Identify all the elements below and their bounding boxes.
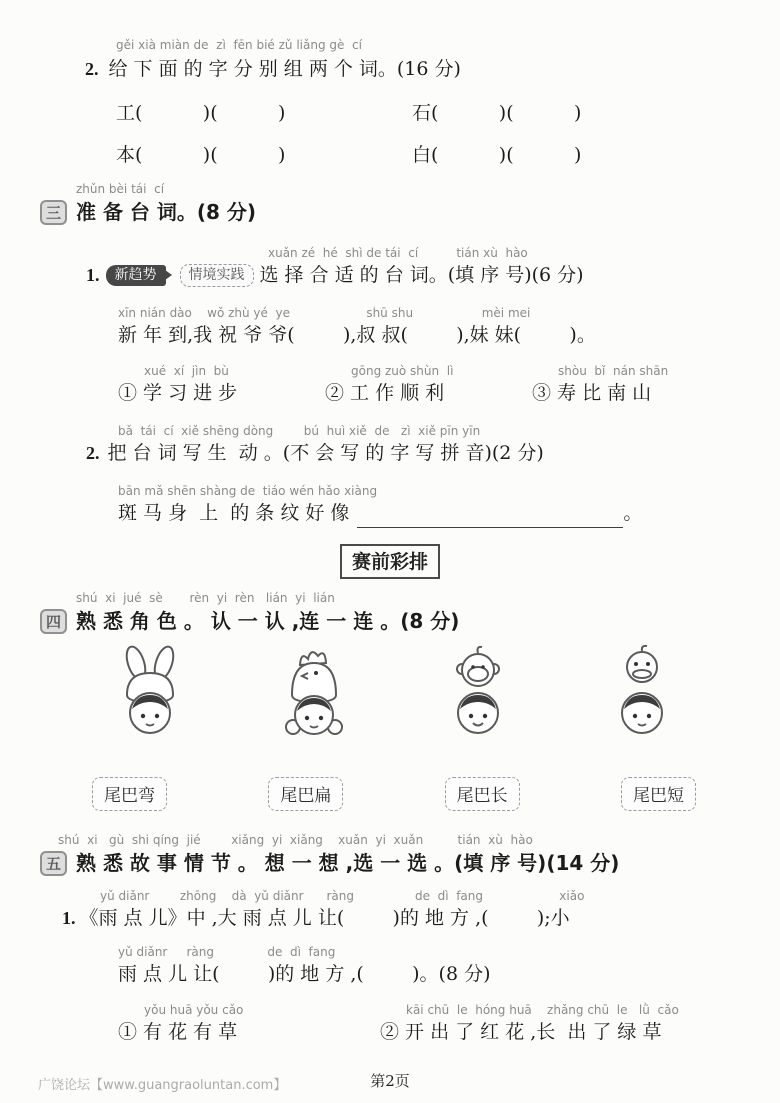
option3-text: ③ 寿 比 南 山 xyxy=(532,382,652,404)
section4-title: 熟 悉 角 色 。 认 一 认 ,连 一 连 。(8 分) xyxy=(76,609,460,633)
answer-underline xyxy=(357,502,623,528)
s3-options xyxy=(118,364,780,408)
section5-title: 熟 悉 故 事 情 节 。 想 一 想 ,选 一 选 。(填 序 号)(14 分) xyxy=(76,851,620,875)
new-trend-badge: 新趋势 xyxy=(106,265,166,286)
word-blank-gong: 工( )( ) xyxy=(116,102,286,124)
s5-item1-number: 1. xyxy=(62,908,76,928)
s3-sentence-with-blanks: 新 年 到,我 祝 爷 爷( ),叔 叔( ),妹 妹( )。 xyxy=(118,324,596,346)
option1-pinyin: xué xí jìn bù xyxy=(144,364,229,378)
label-tail-short: 尾巴短 xyxy=(621,777,696,811)
s5-option1-text: ① 有 花 有 草 xyxy=(118,1021,238,1043)
monkey-hat-child-image xyxy=(432,643,524,745)
s3-item1-pinyin: xuǎn zé hé shì de tái cí tián xù hào xyxy=(268,246,528,260)
word-blank-grid xyxy=(116,98,780,170)
section3-marker: 三 xyxy=(40,200,67,225)
section3-title: 准 备 台 词。(8 分) xyxy=(76,200,257,224)
q2-pinyin: gěi xià miàn de zì fēn bié zǔ liǎng gè cí xyxy=(116,38,362,52)
s5-option2-pinyin: kāi chū le hóng huā zhǎng chū le lǜ cǎo xyxy=(406,1003,679,1017)
s3-item2-text: 把 台 词 写 生 动 。(不 会 写 的 字 写 拼 音)(2 分) xyxy=(107,442,544,464)
label-tail-bent: 尾巴弯 xyxy=(92,777,167,811)
word-blank-ben: 本( )( ) xyxy=(116,144,286,166)
s3-item1-number: 1. xyxy=(86,265,100,285)
section5-marker: 五 xyxy=(40,851,67,876)
tail-label-row xyxy=(92,777,696,811)
section5-pinyin: shú xi gù shi qíng jié xiǎng yi xiǎng xuǎn yi xuǎn tián xù hào xyxy=(58,833,533,847)
rabbit-hat-child-image xyxy=(104,643,196,745)
s5-line1-text: 《雨 点 儿》中 ,大 雨 点 儿 让( )的 地 方 ,( );小 xyxy=(79,907,570,929)
q2-text: 给 下 面 的 字 分 别 组 两 个 词。(16 分) xyxy=(108,58,461,80)
word-blank-bai: 白( )( ) xyxy=(412,144,582,166)
situational-practice-badge: 情境实践 xyxy=(180,264,254,287)
section3-pinyin: zhǔn bèi tái cí xyxy=(76,182,165,196)
s3-sentence2-text: 斑 马 身 上 的 条 纹 好 像 xyxy=(118,502,350,524)
label-tail-long: 尾巴长 xyxy=(445,777,520,811)
label-tail-flat: 尾巴扁 xyxy=(268,777,343,811)
s5-options xyxy=(118,1003,780,1047)
s3-item1-text: 选 择 合 适 的 台 词。(填 序 号)(6 分) xyxy=(259,264,584,286)
s3-item2-pinyin: bǎ tái cí xiě shēng dòng bú huì xiě de zì xiě pīn yīn xyxy=(118,424,481,438)
pre-contest-rehearsal-banner: 赛前彩排 xyxy=(340,544,440,579)
option3-pinyin: shòu bǐ nán shān xyxy=(558,364,669,378)
s5-line1-pinyin: yǔ diǎnr zhōng dà yǔ diǎnr ràng de dì fang xiǎo xyxy=(100,889,585,903)
section4-pinyin: shú xi jué sè rèn yi rèn lián yi lián xyxy=(76,591,335,605)
word-blank-shi: 石( )( ) xyxy=(412,102,582,124)
watermark-site: 广饶论坛【www.guangraoluntan.com】 xyxy=(38,1078,287,1093)
option1-text: ① 学 习 进 步 xyxy=(118,382,238,404)
s5-line2-pinyin: yǔ diǎnr ràng de dì fang xyxy=(118,945,336,959)
rooster-hat-child-image xyxy=(268,643,360,745)
duck-hat-child-image xyxy=(596,643,688,745)
section4-marker: 四 xyxy=(40,609,67,634)
s3-item2-number: 2. xyxy=(86,443,100,463)
q2-number: 2. xyxy=(85,59,99,79)
option2-text: ② 工 作 顺 利 xyxy=(325,382,445,404)
s5-option1-pinyin: yǒu huā yǒu cǎo xyxy=(144,1003,244,1017)
page-number: 第2页 xyxy=(370,1072,410,1090)
character-images-row xyxy=(104,643,688,745)
option2-pinyin: gōng zuò shùn lì xyxy=(351,364,454,378)
s5-line2-text: 雨 点 儿 让( )的 地 方 ,( )。(8 分) xyxy=(118,963,491,985)
s3-sentence2-period: 。 xyxy=(623,502,643,524)
s5-option2-text: ② 开 出 了 红 花 ,长 出 了 绿 草 xyxy=(380,1021,662,1043)
s3-sentence-pinyin: xīn nián dào wǒ zhù yé ye shū shu mèi mei xyxy=(118,306,531,320)
s3-sentence2-pinyin: bān mǎ shēn shàng de tiáo wén hǎo xiàng xyxy=(118,484,378,498)
